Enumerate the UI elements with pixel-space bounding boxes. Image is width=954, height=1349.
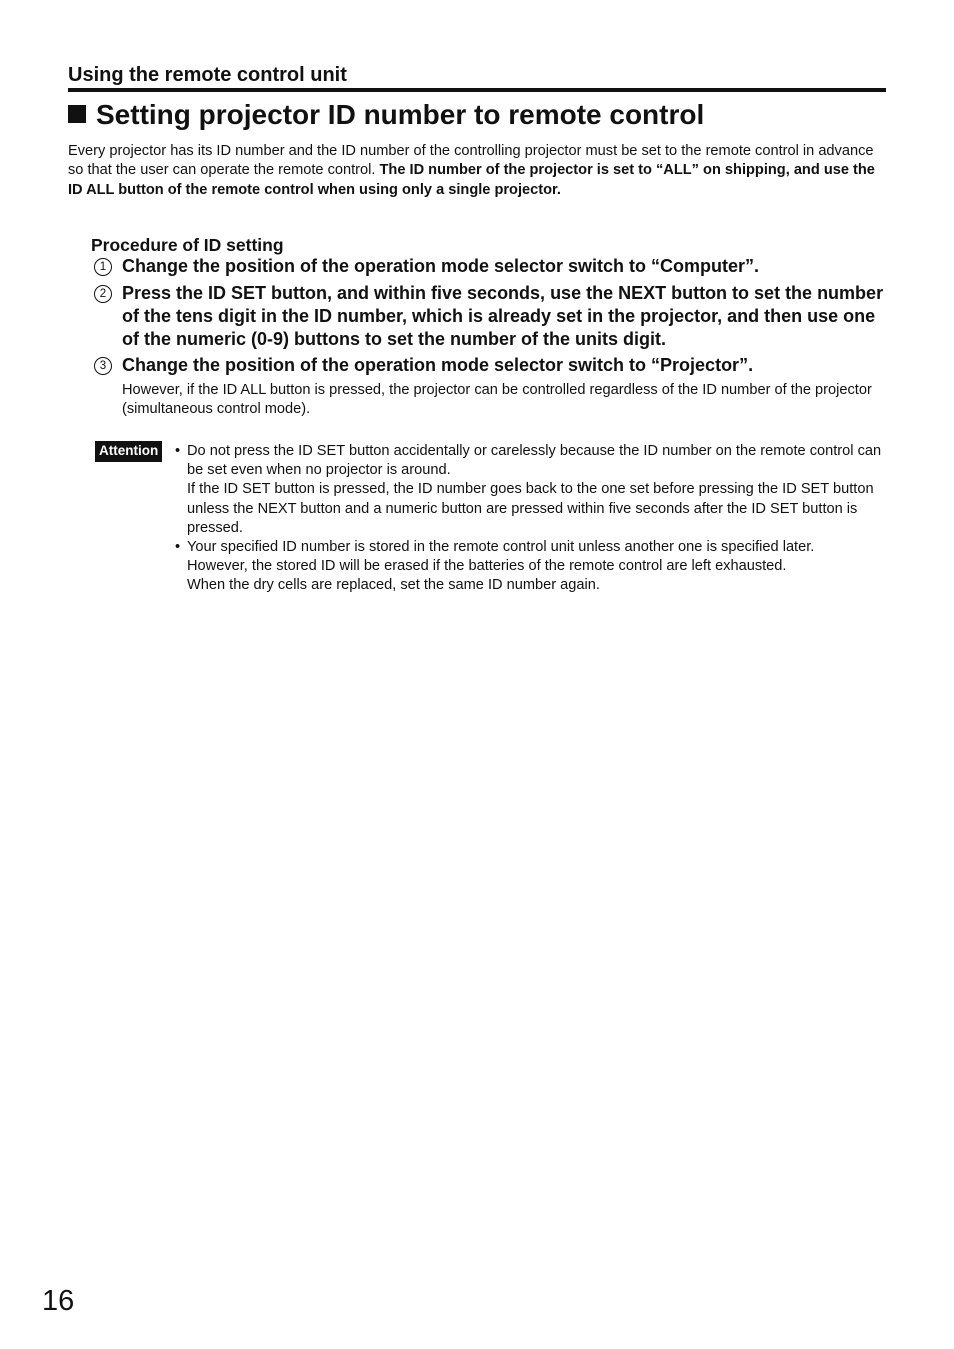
attention-line: However, the stored ID will be erased if the batteries of the remote control are left exhausted. bbox=[187, 558, 787, 575]
circled-number-2-icon: 2 bbox=[94, 285, 112, 303]
attention-list bbox=[175, 442, 887, 596]
procedure-step-3 bbox=[91, 354, 891, 377]
section-header bbox=[68, 64, 886, 92]
step-text: Press the ID SET button, and within five seconds, use the NEXT button to set the number of the tens digit in the ID number, which is already set in the projector, and then use one of the numeric (0-9) buttons to set the number of the units digit. bbox=[122, 283, 884, 349]
attention-line: If the ID SET button is pressed, the ID number goes back to the one set before pressing the ID SET button unless the NEXT button and a numeric button are pressed within five seconds after the ID SET button is pressed. bbox=[187, 481, 874, 536]
attention-item-2 bbox=[175, 538, 887, 596]
attention-line: Do not press the ID SET button accidentally or carelessly because the ID number on the remote control can be set even when no projector is around. bbox=[187, 443, 882, 479]
intro-bold-text: The ID number of the projector is set to “ALL” on shipping, and use the ID ALL button of the remote control when using only a single projector. bbox=[68, 162, 875, 198]
procedure-step-2 bbox=[91, 282, 891, 351]
procedure-heading: Procedure of ID setting bbox=[91, 235, 284, 255]
page-title-text: Setting projector ID number to remote control bbox=[96, 99, 705, 130]
step-text: Change the position of the operation mode selector switch to “Projector”. bbox=[122, 355, 754, 375]
section-header-text: Using the remote control unit bbox=[68, 64, 347, 86]
procedure-step-1 bbox=[91, 255, 891, 278]
page-title bbox=[68, 98, 898, 132]
square-bullet-icon bbox=[68, 105, 86, 123]
page-number: 16 bbox=[42, 1285, 75, 1317]
attention-badge: Attention bbox=[95, 441, 162, 462]
procedure-note: However, if the ID ALL button is pressed, the projector can be controlled regardless of the ID number of the projector (simultaneous control mode). bbox=[122, 382, 872, 418]
intro-text: Every projector has its ID number and the ID number of the controlling projector must be set to the remote control in advance so that the user can operate the remote control. bbox=[68, 143, 874, 179]
circled-number-3-icon: 3 bbox=[94, 357, 112, 375]
attention-line: When the dry cells are replaced, set the same ID number again. bbox=[187, 577, 600, 594]
attention-item-1 bbox=[175, 442, 887, 538]
bullet-icon: • bbox=[175, 443, 181, 459]
circled-number-1-icon: 1 bbox=[94, 258, 112, 276]
step-text: Change the position of the operation mode selector switch to “Computer”. bbox=[122, 256, 760, 276]
bullet-icon: • bbox=[175, 539, 181, 556]
intro-paragraph bbox=[68, 142, 884, 200]
attention-line: Your specified ID number is stored in the remote control unit unless another one is specified later. bbox=[187, 539, 815, 556]
